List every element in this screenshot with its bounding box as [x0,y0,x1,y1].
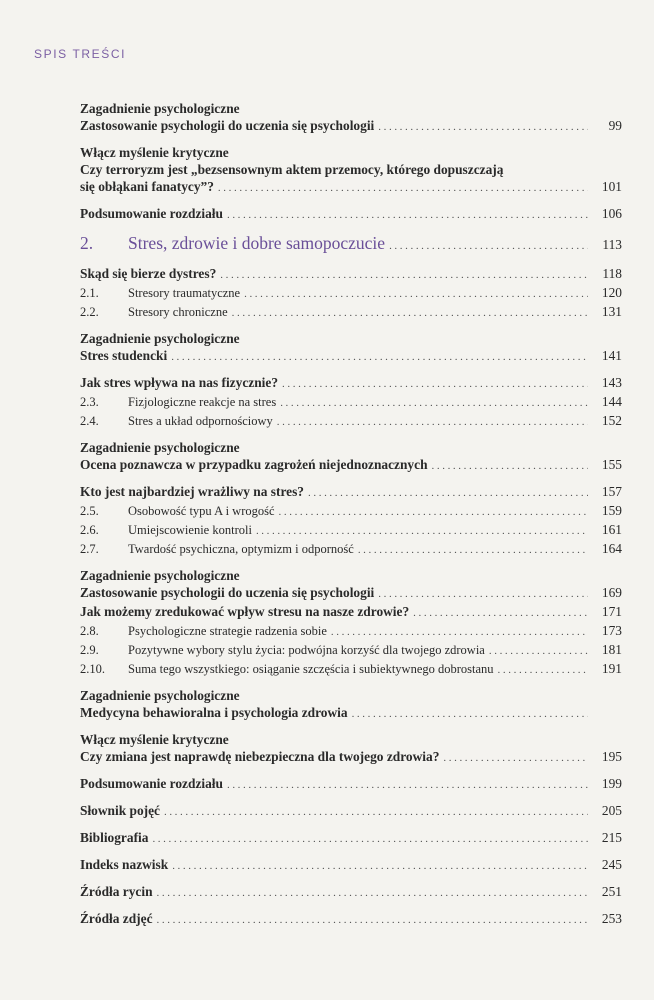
dot-leader [227,777,588,794]
toc-number: 2. [80,233,94,253]
toc-section [80,330,622,366]
toc-line [80,456,622,475]
toc-title: Zagadnienie psychologiczne [80,568,240,583]
toc-title: Źródła rycin [80,884,153,899]
toc-section [80,802,622,821]
toc-line [80,567,622,584]
toc-chapter [80,232,622,257]
page-number: 169 [601,585,622,600]
toc-title: Czy zmiana jest naprawdę niebezpieczna dla twojego zdrowia? [80,749,440,764]
page-number: 157 [601,484,622,499]
dot-leader [443,750,588,767]
toc-title: Zagadnienie psychologiczne [80,331,240,346]
toc-title: Stres studencki [80,348,168,363]
toc-title: Stres, zdrowie i dobre samopoczucie [128,233,386,253]
page-number: 251 [601,884,622,899]
toc-line [80,347,622,366]
dot-leader [358,542,588,559]
table-of-contents [80,100,622,937]
toc-title: Źródła zdjęć [80,911,153,926]
toc-line [80,144,622,161]
toc-section [80,829,622,848]
toc-title: się obłąkani fanatycy”? [80,179,214,194]
dot-leader [389,235,588,257]
toc-title: Zastosowanie psychologii do uczenia się psychologii [80,585,375,600]
toc-title: Jak możemy zredukować wpływ stresu na nasze zdrowie? [80,604,410,619]
toc-line [80,178,622,197]
toc-line [80,856,622,875]
page-header: SPIS TREŚCI [34,47,127,61]
toc-line [80,284,622,303]
toc-line [80,330,622,347]
dot-leader [432,458,588,475]
toc-title: Zagadnienie psychologiczne [80,688,240,703]
toc-title: Podsumowanie rozdziału [80,206,223,221]
toc-title: Słownik pojęć [80,803,160,818]
page-number: 181 [601,642,622,657]
page-number: 159 [601,503,622,518]
toc-section [80,775,622,794]
toc-line [80,303,622,322]
toc-number: 2.10. [80,662,105,676]
page-number: 152 [601,413,622,428]
toc-title: Stresory traumatyczne [128,286,241,300]
toc-line [80,622,622,641]
toc-line [80,439,622,456]
dot-leader [413,605,588,622]
page-number: 253 [601,911,622,926]
toc-line [80,502,622,521]
page-number: 144 [601,394,622,409]
toc-line [80,660,622,679]
dot-leader [227,207,588,224]
page-number: 118 [602,266,622,281]
toc-line [80,540,622,559]
page-number: 161 [601,522,622,537]
toc-title: Skąd się bierze dystres? [80,266,217,281]
dot-leader [280,395,588,412]
toc-line [80,100,622,117]
toc-line [80,748,622,767]
dot-leader [164,804,588,821]
toc-line [80,731,622,748]
toc-section [80,374,622,431]
toc-section [80,910,622,929]
dot-leader [489,643,588,660]
page-number: 155 [601,457,622,472]
page-number: 205 [601,803,622,818]
toc-line [80,232,622,257]
toc-section [80,883,622,902]
toc-section [80,567,622,679]
dot-leader [157,912,588,929]
toc-title: Zagadnienie psychologiczne [80,101,240,116]
dot-leader [218,180,588,197]
toc-number: 2.1. [80,286,99,300]
page-number: 141 [601,348,622,363]
toc-title: Podsumowanie rozdziału [80,776,223,791]
toc-line [80,265,622,284]
toc-section [80,265,622,322]
toc-title: Medycyna behawioralna i psychologia zdrowia [80,705,348,720]
page-number: 215 [601,830,622,845]
toc-title: Stresory chroniczne [128,305,228,319]
dot-leader [152,831,588,848]
page-number: 106 [601,206,622,221]
toc-title: Włącz myślenie krytyczne [80,145,229,160]
toc-title: Indeks nazwisk [80,857,169,872]
toc-line [80,910,622,929]
toc-title: Zastosowanie psychologii do uczenia się psychologii [80,118,375,133]
toc-title: Umiejscowienie kontroli [128,523,252,537]
toc-line [80,412,622,431]
dot-leader [171,349,588,366]
page-number: 173 [601,623,622,638]
dot-leader [277,414,588,431]
dot-leader [220,267,588,284]
toc-line [80,483,622,502]
toc-number: 2.9. [80,643,99,657]
toc-section [80,731,622,767]
dot-leader [157,885,588,902]
toc-section [80,439,622,475]
toc-title: Bibliografia [80,830,149,845]
toc-line [80,802,622,821]
toc-number: 2.2. [80,305,99,319]
dot-leader [256,523,588,540]
dot-leader [331,624,588,641]
page-number: 99 [608,118,622,133]
page-number: 199 [601,776,622,791]
dot-leader [352,706,588,723]
dot-leader [282,376,588,393]
dot-leader [378,119,588,136]
dot-leader [308,485,588,502]
toc-number: 2.7. [80,542,99,556]
toc-line [80,205,622,224]
toc-number: 2.5. [80,504,99,518]
dot-leader [498,662,588,679]
toc-number: 2.6. [80,523,99,537]
toc-section [80,205,622,224]
page-number: 164 [601,541,622,556]
page-number: 120 [601,285,622,300]
toc-section [80,144,622,197]
toc-title: Pozytywne wybory stylu życia: podwójna korzyść dla twojego zdrowia [128,643,485,657]
page-number: 101 [601,179,622,194]
toc-line [80,704,622,723]
toc-section [80,687,622,723]
toc-title: Psychologiczne strategie radzenia sobie [128,624,327,638]
toc-line [80,521,622,540]
toc-line [80,117,622,136]
toc-title: Włącz myślenie krytyczne [80,732,229,747]
toc-line [80,829,622,848]
toc-line [80,584,622,603]
toc-section [80,100,622,136]
toc-title: Zagadnienie psychologiczne [80,440,240,455]
toc-line [80,883,622,902]
toc-number: 2.8. [80,624,99,638]
toc-section [80,483,622,559]
toc-title: Czy terroryzm jest „bezsensownym aktem przemocy, którego dopuszczają [80,162,504,177]
dot-leader [378,586,588,603]
toc-number: 2.3. [80,395,99,409]
toc-line [80,687,622,704]
toc-number: 2.4. [80,414,99,428]
page-number: 171 [601,604,622,619]
page-number: 143 [601,375,622,390]
page-number: 245 [601,857,622,872]
toc-title: Jak stres wpływa na nas fizycznie? [80,375,279,390]
toc-line [80,603,622,622]
dot-leader [172,858,588,875]
toc-title: Suma tego wszystkiego: osiąganie szczęścia i subiektywnego dobrostanu [128,662,494,676]
toc-title: Osobowość typu A i wrogość [128,504,275,518]
page-number: 195 [601,749,622,764]
page-number: 131 [601,304,622,319]
toc-title: Fizjologiczne reakcje na stres [128,395,277,409]
toc-title: Ocena poznawcza w przypadku zagrożeń niejednoznacznych [80,457,428,472]
toc-line [80,393,622,412]
toc-line [80,641,622,660]
toc-title: Kto jest najbardziej wrażliwy na stres? [80,484,305,499]
toc-line [80,161,622,178]
toc-line [80,775,622,794]
dot-leader [244,286,588,303]
toc-section [80,856,622,875]
page-number: 113 [602,237,622,252]
dot-leader [279,504,588,521]
toc-title: Twardość psychiczna, optymizm i odporność [128,542,354,556]
page-number: 191 [601,661,622,676]
dot-leader [232,305,588,322]
toc-title: Stres a układ odpornościowy [128,414,273,428]
toc-line [80,374,622,393]
